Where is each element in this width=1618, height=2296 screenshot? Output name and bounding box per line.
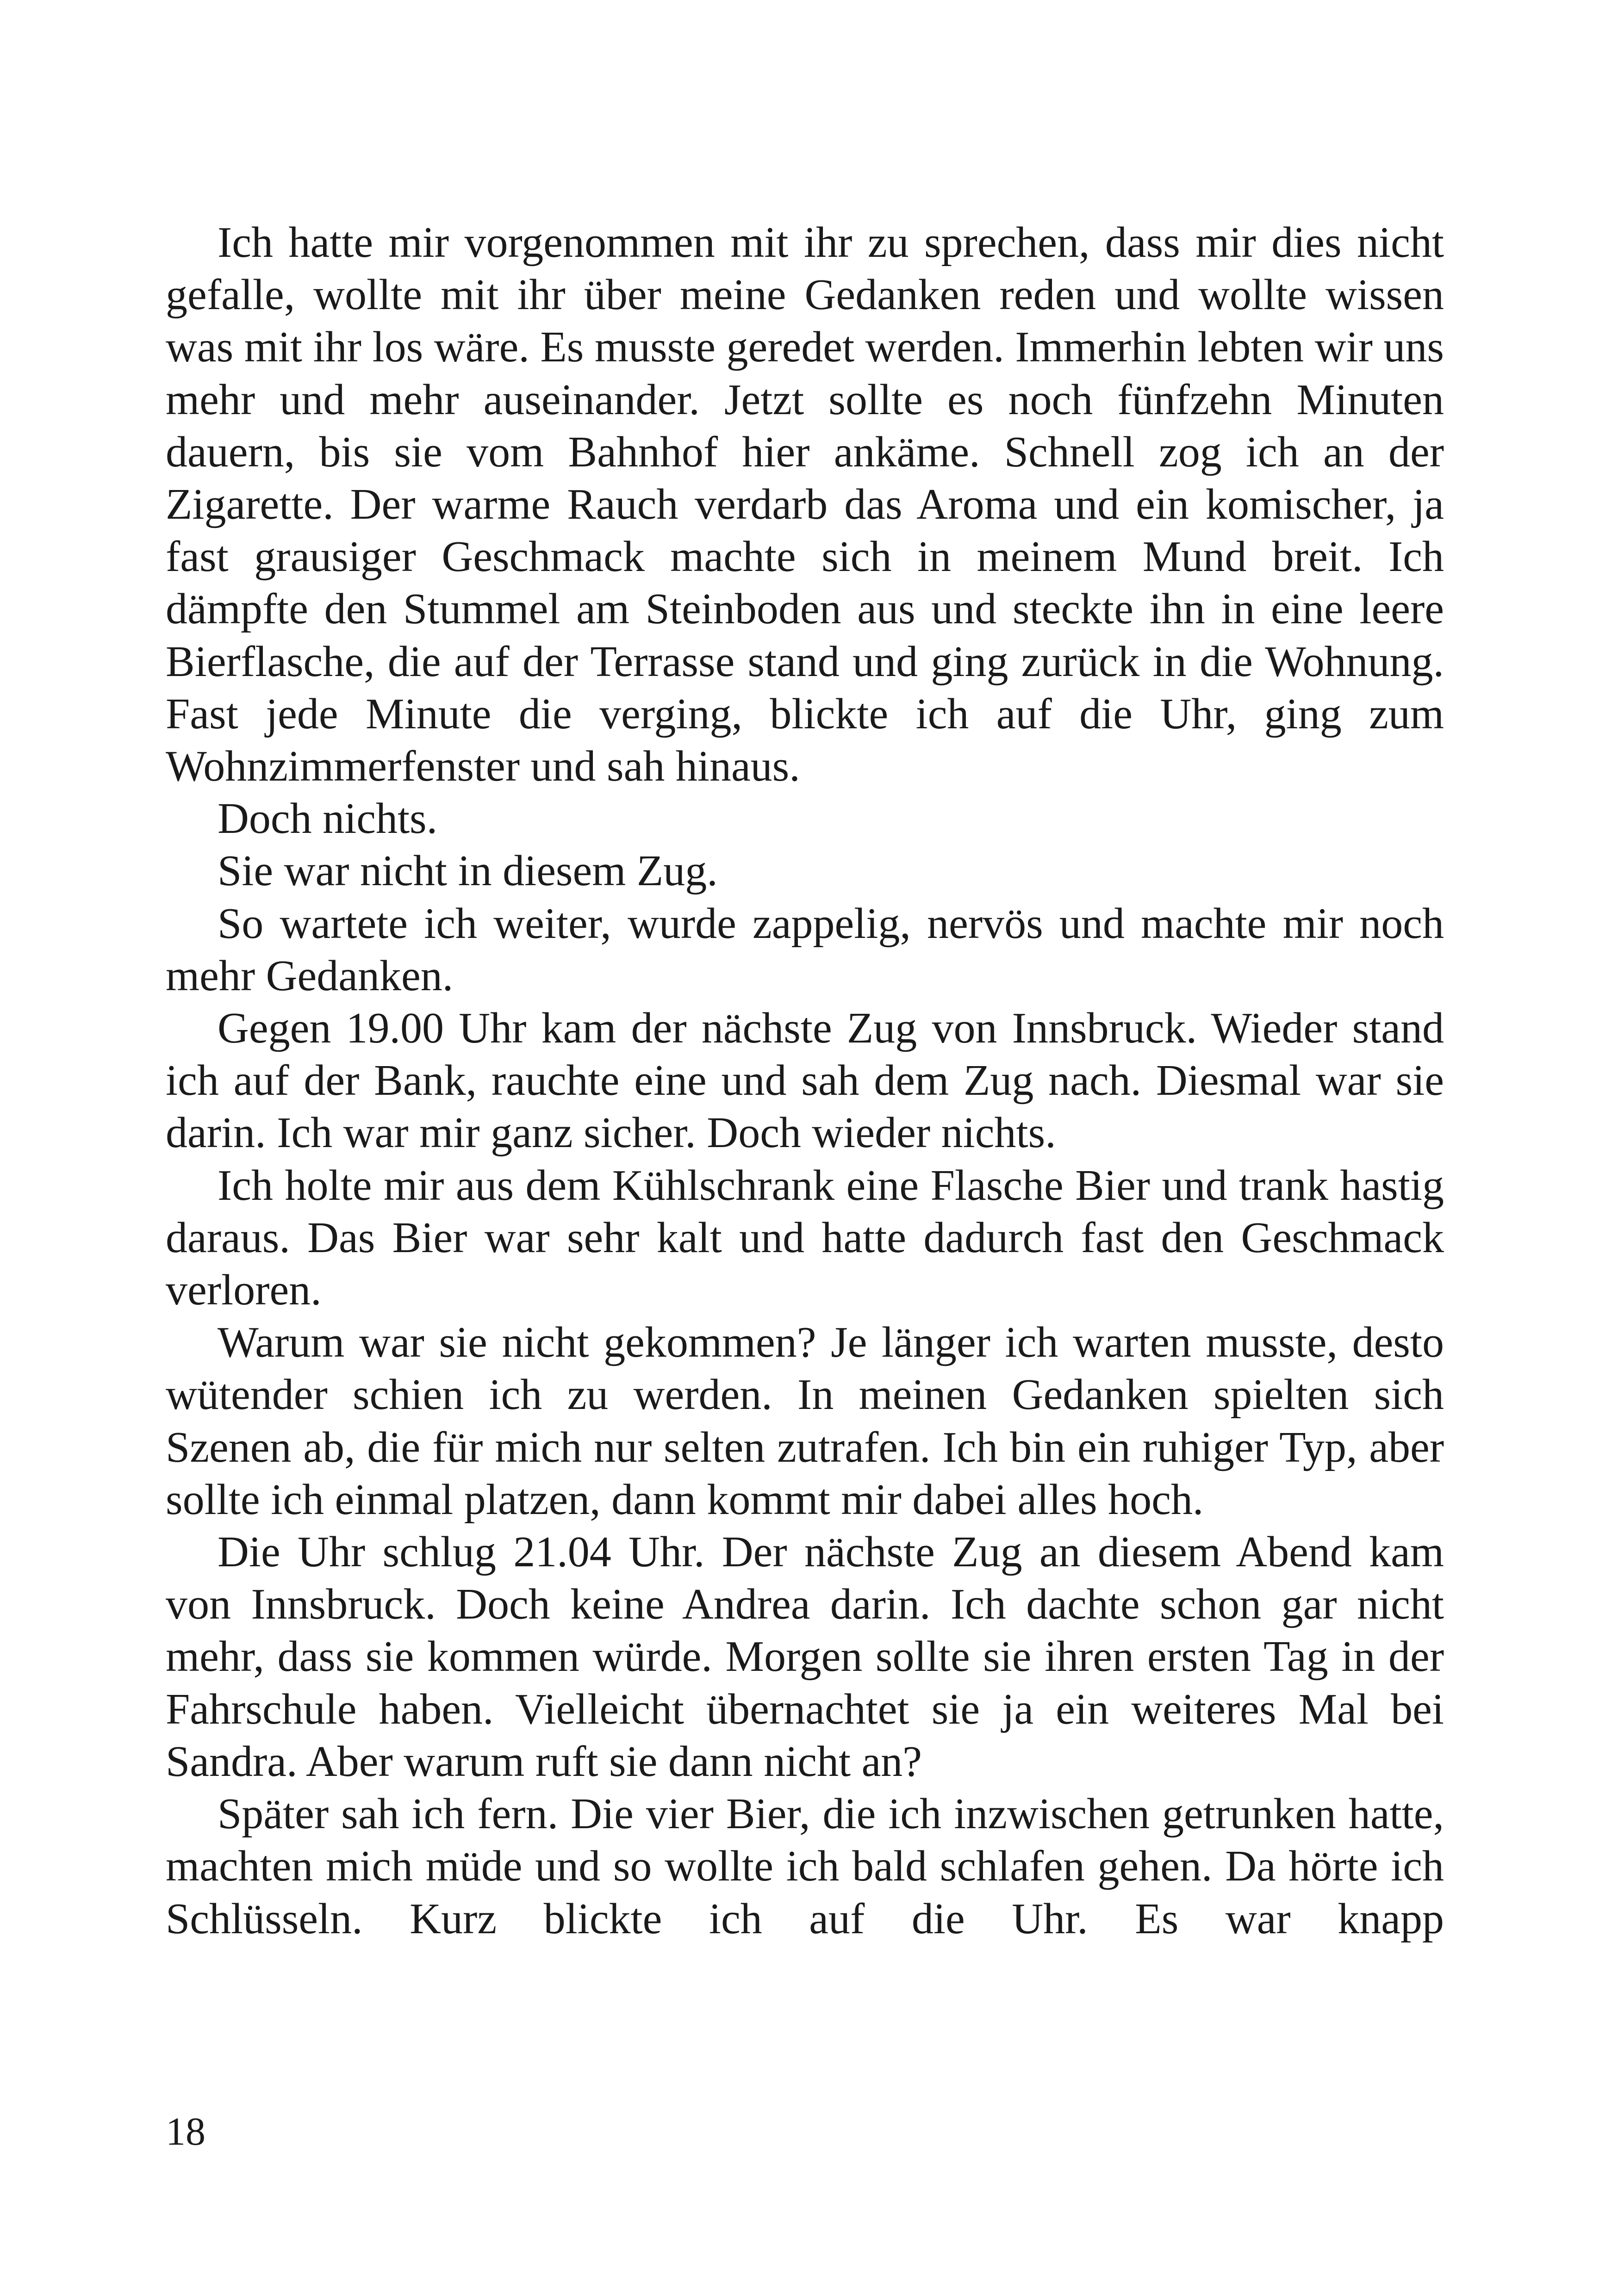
paragraph-9: Später sah ich fern. Die vier Bier, die ich inzwischen getrunken hatte, machten mich müde und so wollte ich bald schlafen gehen. Da hörte ich Schlüsseln. Kurz blickte ich auf die Uhr. Es war knapp: [166, 1790, 1444, 1943]
paragraph-2: Doch nichts.: [218, 794, 438, 843]
body-text: [166, 217, 1444, 1945]
paragraph-1: Ich hatte mir vorgenommen mit ihr zu sprechen, dass mir dies nicht gefalle, wollte mit ihr über meine Gedanken reden und wollte wissen was mit ihr los wäre. Es musste geredet werden. Immerhin lebten wir uns mehr und mehr auseinander. Jetzt sollte es noch fünfzehn Minuten dauern, bis sie vom Bahnhof hier ankäme. Schnell zog ich an der Zigarette. Der warme Rauch verdarb das Aroma und ein komischer, ja fast grausiger Geschmack machte sich in meinem Mund breit. Ich dämpfte den Stummel am Steinboden aus und steckte ihn in eine leere Bierflasche, die auf der Terrasse stand und ging zurück in die Wohnung. Fast jede Minute die verging, blickte ich auf die Uhr, ging zum Wohnzimmerfenster und sah hinaus.: [166, 218, 1444, 791]
paragraph-3: Sie war nicht in diesem Zug.: [218, 847, 718, 895]
paragraph-7: Warum war sie nicht gekommen? Je länger ich warten musste, desto wütender schien ich zu werden. In meinen Gedanken spielten sich Szenen ab, die für mich nur selten zutrafen. Ich bin ein ruhiger Typ, aber sollte ich einmal platzen, dann kommt mir dabei alles hoch.: [166, 1318, 1444, 1524]
paragraph-6: Ich holte mir aus dem Kühlschrank eine Flasche Bier und trank hastig daraus. Das Bier war sehr kalt und hatte dadurch fast den Geschmack verloren.: [166, 1161, 1444, 1315]
paragraph-5: Gegen 19.00 Uhr kam der nächste Zug von Innsbruck. Wieder stand ich auf der Bank, rauchte eine und sah dem Zug nach. Diesmal war sie darin. Ich war mir ganz sicher. Doch wieder nichts.: [166, 1004, 1444, 1157]
page-number: 18: [166, 2109, 205, 2153]
paragraph-4: So wartete ich weiter, wurde zappelig, nervös und machte mir noch mehr Gedanken.: [166, 899, 1444, 1000]
paragraph-8: Die Uhr schlug 21.04 Uhr. Der nächste Zug an diesem Abend kam von Innsbruck. Doch keine Andrea darin. Ich dachte schon gar nicht mehr, dass sie kommen würde. Morgen sollte sie ihren ersten Tag in der Fahrschule haben. Vielleicht übernachtet sie ja ein weiteres Mal bei Sandra. Aber warum ruft sie dann nicht an?: [166, 1528, 1444, 1786]
